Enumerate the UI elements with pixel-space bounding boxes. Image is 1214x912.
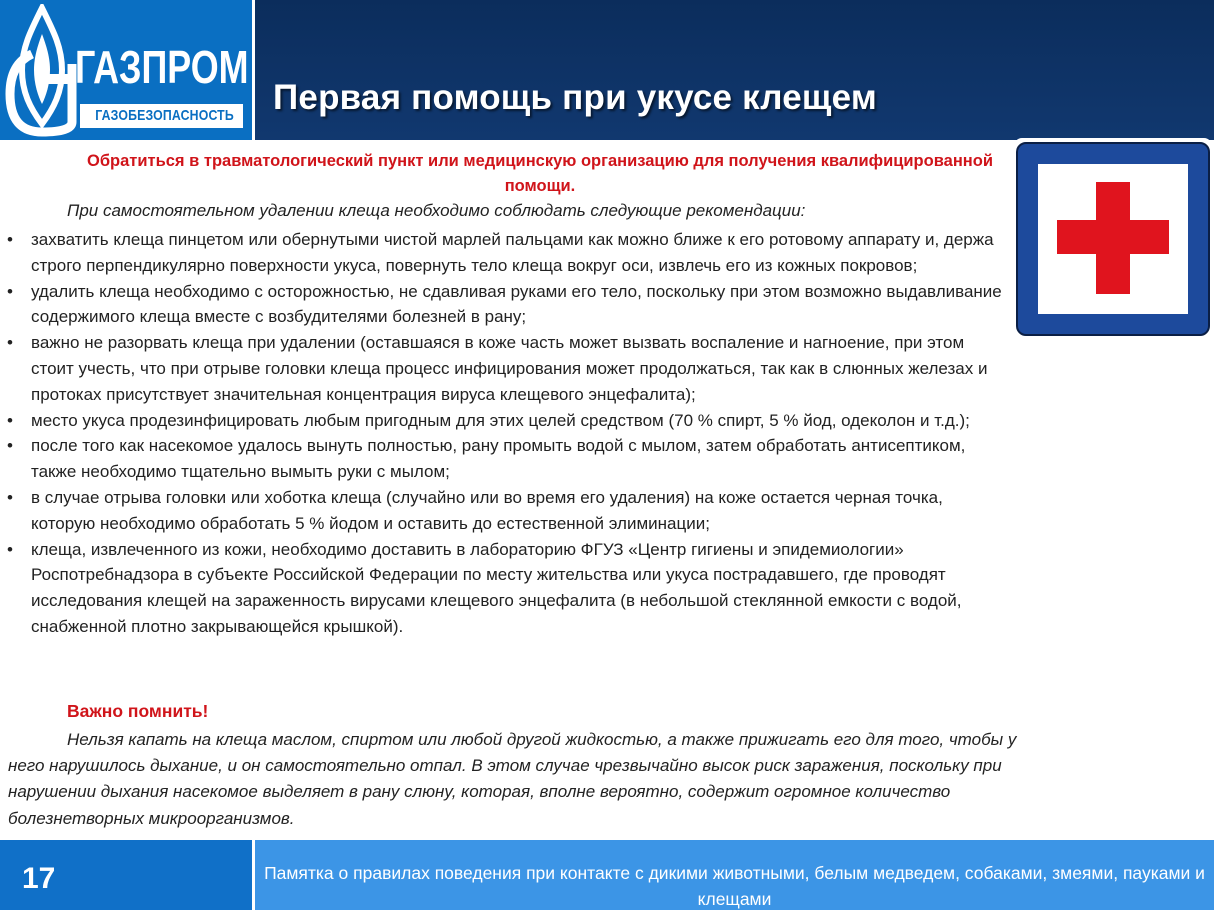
recommendations-list [0, 227, 1010, 640]
bullet-icon: • [7, 333, 13, 353]
list-item: • в случае отрыва головки или хоботка клеща (случайно или во время его удаления) на коже остается черная точка, которую необходимо обработать 5 % йодом и оставить до естественной элиминации; [0, 485, 1010, 537]
logo-panel [0, 0, 252, 140]
page-number: 17 [22, 862, 56, 895]
header-band [255, 0, 1214, 140]
list-item: • важно не разорвать клеща при удалении (оставшаяся в коже часть может вызвать воспаление и нагноение, при этом стоит учесть, что при отрыве головки клеща процесс инфицирования может продолжаться, так как в слюнных железах и протоках присутствует значительная концентрация вируса клещевого энцефалита); [0, 330, 1010, 407]
bullet-icon: • [7, 410, 13, 430]
main-content [0, 140, 1017, 840]
bullet-icon: • [7, 281, 13, 301]
footer-text: Памятка о правилах поведения при контакте с дикими животными, белым медведем, собаками, змеями, пауками и клещами [264, 863, 1205, 909]
first-aid-sign [1014, 138, 1212, 338]
intro-text: При самостоятельном удалении клеща необходимо соблюдать следующие рекомендации: [67, 201, 806, 220]
cross-horizontal [1057, 220, 1169, 254]
bullet-icon: • [7, 487, 13, 507]
list-item: • удалить клеща необходимо с осторожностью, не сдавливая руками его тело, поскольку при этом возможно выдавливание содержимого клеща вместе с возбудителями болезней в рану; [0, 279, 1010, 331]
red-cross-icon [1014, 138, 1212, 338]
bullet-icon: • [7, 230, 13, 249]
callout-text: Обратиться в травматологический пункт или медицинскую организацию для получения квалифицированной помощи. [87, 152, 993, 195]
important-label: Важно помнить! [67, 701, 209, 721]
bullet-icon: • [7, 436, 13, 456]
list-item: • захватить клеща пинцетом или обернутыми чистой марлей пальцами как можно ближе к его ротовому аппарату и, держа строго перпендикулярно поверхности укуса, повернуть тело клеща вокруг оси, извлечь его из кожных покровов; [0, 227, 1010, 279]
list-item: • после того как насекомое удалось вынуть полностью, рану промыть водой с мылом, затем обработать антисептиком, также необходимо тщательно вымыть руки с мылом; [0, 433, 1010, 485]
brand-name: ГАЗПРОМ [75, 41, 249, 93]
brand-subtitle: ГАЗОБЕЗОПАСНОСТЬ [80, 104, 243, 128]
list-item: • место укуса продезинфицировать любым пригодным для этих целей средством (70 % спирт, 5 % йод, одеколон и т.д.); [0, 408, 1010, 434]
bullet-icon: • [7, 539, 13, 559]
list-item: • клеща, извлеченного из кожи, необходимо доставить в лабораторию ФГУЗ «Центр гигиены и эпидемиологии» Роспотребнадзора в субъекте Российской Федерации по месту жительства или укуса пострадавшего, где проводят исследования клещей на зараженность вирусами клещевого энцефалита (в небольшой стеклянной емкости с водой, снабженной плотно закрывающейся крышкой). [0, 537, 1010, 640]
warning-text: Нельзя капать на клеща маслом, спиртом или любой другой жидкостью, а также прижигать его для того, чтобы у него нарушилось дыхание, и он самостоятельно отпал. В этом случае чрезвычайно высок риск заражения, поскольку при нарушении дыхания насекомое выделяет в рану слюну, которая, вполне вероятно, содержит огромное количество болезнетворных микроорганизмов. [8, 730, 1017, 828]
page-title: Первая помощь при укусе клещем [273, 78, 877, 117]
